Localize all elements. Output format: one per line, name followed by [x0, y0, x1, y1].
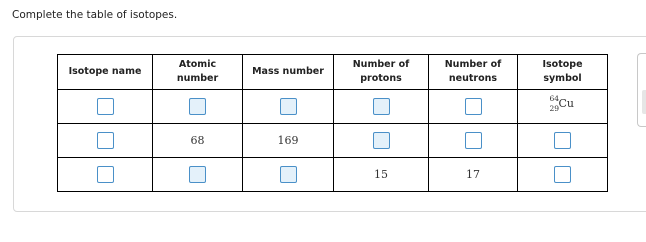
cell	[153, 158, 243, 192]
cell	[243, 90, 334, 124]
isotopes-table	[57, 54, 608, 192]
cell	[58, 90, 153, 124]
symbol-atomic-number: 29	[549, 104, 560, 113]
cell	[518, 158, 608, 192]
atomic-number-input-row3[interactable]	[189, 166, 206, 183]
neutrons-input-row2[interactable]	[465, 132, 482, 149]
cell	[429, 90, 518, 124]
table-header-row	[58, 55, 608, 90]
cell	[518, 90, 608, 124]
col-mass-number: Mass number	[243, 55, 334, 90]
isotope-symbol-input-row2[interactable]	[554, 132, 571, 149]
col-protons-line2: protons	[360, 73, 402, 84]
col-isotope-symbol: Isotope symbol	[518, 55, 608, 90]
cell	[58, 124, 153, 158]
neutrons-input-row1[interactable]	[465, 98, 482, 115]
protons-value: 15	[334, 158, 429, 192]
table-row	[58, 158, 608, 192]
cell	[153, 90, 243, 124]
col-number-of-neutrons	[429, 55, 518, 90]
atomic-number-input-row1[interactable]	[189, 98, 206, 115]
col-neutrons-line2: neutrons	[448, 73, 498, 84]
isotope-name-input-row1[interactable]	[97, 98, 114, 115]
cell	[518, 124, 608, 158]
col-neutrons-line1: Number of	[444, 59, 502, 70]
question-prompt: Complete the table of isotopes.	[12, 9, 178, 21]
cell	[334, 90, 429, 124]
side-panel-tab[interactable]	[637, 53, 646, 127]
table-row	[58, 90, 608, 124]
isotope-name-input-row3[interactable]	[97, 166, 114, 183]
isotope-symbol-input-row3[interactable]	[554, 166, 571, 183]
col-atomic-number: Atomic number	[153, 55, 243, 90]
symbol-element: Cu	[558, 97, 575, 110]
col-number-of-protons	[334, 55, 429, 90]
col-isotope-name: Isotope name	[58, 55, 153, 90]
protons-input-row2[interactable]	[373, 132, 390, 149]
protons-input-row1[interactable]	[373, 98, 390, 115]
isotope-symbol-cu	[548, 94, 578, 116]
mass-number-input-row1[interactable]	[280, 98, 297, 115]
side-panel-handle[interactable]	[642, 90, 646, 114]
symbol-mass-number: 64	[549, 94, 560, 103]
cell	[243, 158, 334, 192]
col-protons-line1: Number of	[352, 59, 410, 70]
mass-number-value: 169	[243, 124, 334, 158]
isotope-name-input-row2[interactable]	[97, 132, 114, 149]
neutrons-value: 17	[429, 158, 518, 192]
cell	[58, 158, 153, 192]
mass-number-input-row3[interactable]	[280, 166, 297, 183]
cell	[429, 124, 518, 158]
atomic-number-value: 68	[153, 124, 243, 158]
cell	[334, 124, 429, 158]
table-row	[58, 124, 608, 158]
